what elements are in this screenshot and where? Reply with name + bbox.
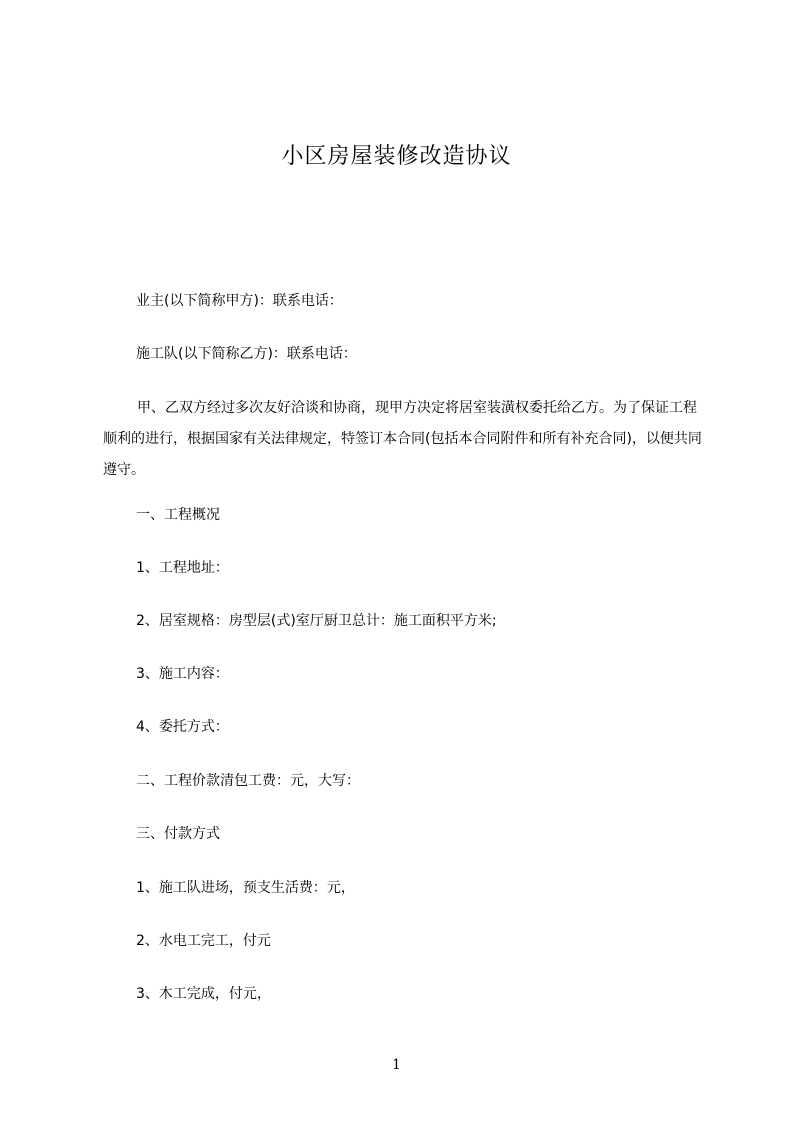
list-item: 1、工程地址： — [136, 560, 229, 576]
list-item: 4、委托方式： — [136, 719, 229, 735]
section-heading-price: 二、工程价款清包工费：元，大写： — [136, 773, 360, 789]
section-heading-payment: 三、付款方式 — [136, 826, 220, 842]
document-title: 小区房屋装修改造协议 — [281, 144, 512, 169]
page-number: 1 — [392, 1057, 401, 1073]
intro-paragraph: 甲、乙双方经过多次友好洽谈和协商，现甲方决定将居室装潢权委托给乙方。为了保证工程顺利的进行，根据国家有关法律规定，特签订本合同(包括本合同附件和所有补充合同)，以便共同遵守。 — [103, 400, 702, 478]
list-item: 3、施工内容： — [136, 666, 229, 682]
list-item: 3、木工完成，付元， — [136, 986, 271, 1002]
list-item: 2、居室规格：房型层(式)室厅厨卫总计：施工面积平方米; — [136, 613, 497, 629]
list-item: 2、水电工完工，付元 — [136, 933, 271, 949]
owner-line: 业主(以下简称甲方)：联系电话： — [136, 293, 343, 309]
section-heading-overview: 一、工程概况 — [136, 507, 220, 523]
list-item: 1、施工队进场，预支生活费：元， — [136, 880, 355, 896]
contractor-line: 施工队(以下简称乙方)：联系电话： — [136, 346, 357, 362]
